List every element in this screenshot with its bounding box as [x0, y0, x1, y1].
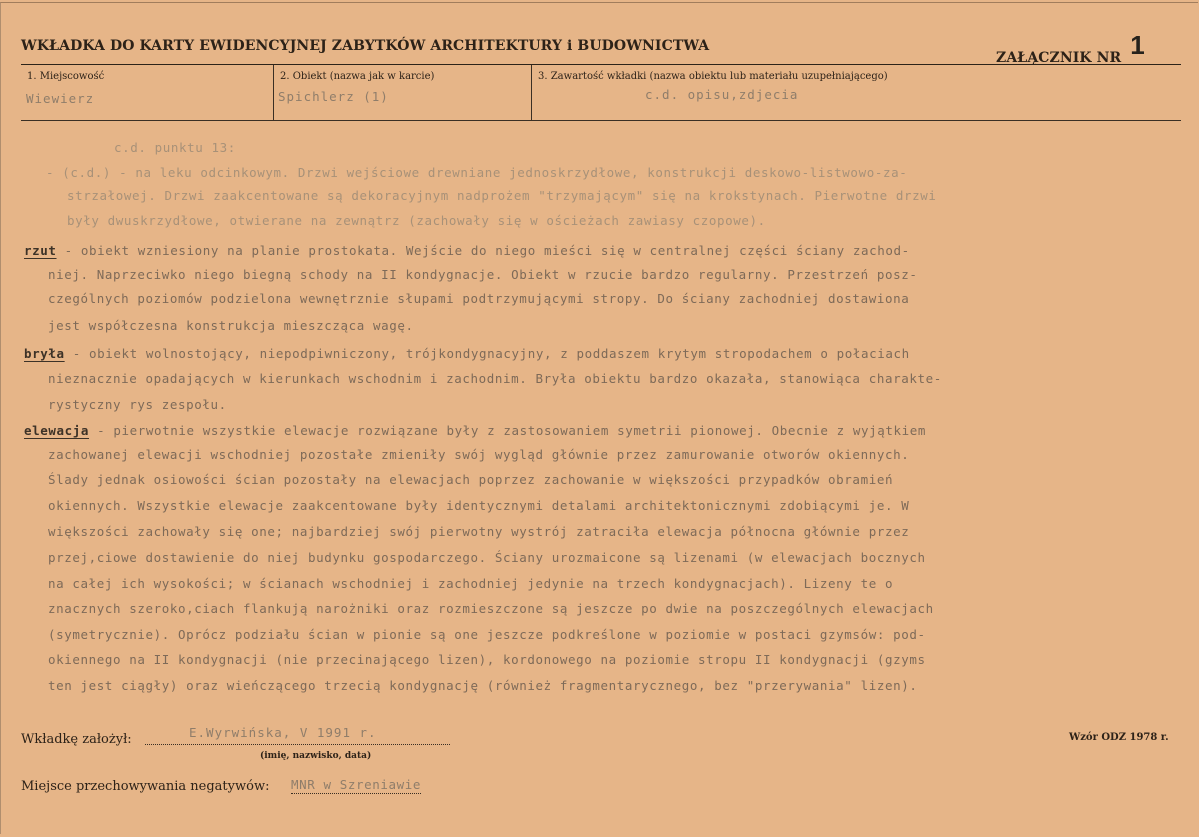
- elevation-line: [24, 423, 926, 438]
- fields-rule: [21, 120, 1181, 121]
- intro-line: c.d. punktu 13:: [114, 140, 236, 155]
- mass-keyword: bryła: [24, 346, 65, 361]
- elevation-text: - pierwotnie wszystkie elewacje rozwiązane były z zastosowaniem symetrii pionowej. Obecnie z wyjątkiem: [89, 423, 926, 438]
- locality-label: 1. Miejscowość: [27, 71, 105, 82]
- elevation-line: okiennego na II kondygnacji (nie przecinającego lizen), kordonowego na poziomie stropu II kondygnacji (gzyms: [48, 652, 926, 667]
- door-line: były dwuskrzydłowe, otwierane na zewnątrz (zachowały się w ościeżach zawiasy czopowe).: [67, 213, 766, 228]
- object-value: Spichlerz (1): [278, 89, 389, 104]
- elevation-line: Ślady jednak osiowości ścian pozostały na elewacjach poprzez zachowanie w większości przypadków obramień: [48, 472, 894, 487]
- plan-text: - obiekt wzniesiony na planie prostokata. Wejście do niego mieści się w centralnej części ściany zachod-: [56, 243, 910, 258]
- plan-line: czególnych poziomów podzielona wewnętrznie słupami podtrzymującymi stropy. Do ściany zachodniej dostawiona: [48, 291, 910, 306]
- elevation-line: znacznych szeroko,ciach flankują narożniki oraz rozmieszczone są jeszcze po dwie na poszczególnych elewacjach: [48, 601, 934, 616]
- card-frame: [0, 2, 1198, 834]
- contents-value: c.d. opisu,zdjecia: [645, 87, 799, 102]
- plan-line: niej. Naprzeciwko niego biegną schody na II kondygnacje. Obiekt w rzucie bardzo regularny. Przestrzeń posz-: [48, 267, 918, 282]
- door-line: strzałowej. Drzwi zaakcentowane są dekoracyjnym nadprożem "trzymającym" się na krokstynach. Pierwotne drzwi: [67, 188, 937, 203]
- negatives-label: Miejsce przechowywania negatywów:: [21, 779, 270, 794]
- plan-line: jest współczesna konstrukcja mieszcząca wagę.: [48, 318, 414, 333]
- fields-row: [21, 65, 1181, 120]
- attachment-label-text: ZAŁĄCZNIK NR: [996, 50, 1122, 66]
- card-header: [21, 32, 1181, 64]
- mass-line: nieznacznie opadających w kierunkach wschodnim i zachodnim. Bryła obiektu bardzo okazała, stanowiąca charakte-: [48, 371, 942, 386]
- author-hint: (imię, nazwisko, data): [260, 751, 372, 761]
- elevation-line: większości zachowały się one; najbardziej swój pierwotny wystrój zatraciła elewacja północna głównie przez: [48, 524, 910, 539]
- plan-keyword: rzut: [24, 243, 57, 258]
- locality-value: Wiewierz: [26, 91, 95, 106]
- mass-line: [24, 346, 910, 361]
- card-title: WKŁADKA DO KARTY EWIDENCYJNEJ ZABYTKÓW ARCHITEKTURY i BUDOWNICTWA: [21, 38, 710, 54]
- negatives-value: MNR w Szreniawie: [291, 777, 422, 792]
- plan-line: [24, 243, 910, 258]
- elevation-line: przej,ciowe dostawienie do niej budynku gospodarczego. Ściany urozmaicone są lizenami (w elewacjach bocznych: [48, 550, 926, 565]
- elevation-line: na całej ich wysokości; w ścianach wschodniej i zachodniej jedynie na trzech kondygnacjach). Lizeny te o: [48, 576, 894, 591]
- template-label: Wzór ODZ 1978 r.: [1069, 732, 1169, 743]
- author-label: Wkładkę założył:: [21, 732, 132, 747]
- elevation-line: (symetrycznie). Oprócz podziału ścian w pionie są one jeszcze podkreślone w poziomie w postaci gzymsów: pod-: [48, 627, 926, 642]
- elevation-line: okiennych. Wszystkie elewacje zaakcentowane były identycznymi detalami architektonicznymi zdobiącymi je. W: [48, 498, 910, 513]
- attachment-number: 1: [1130, 30, 1145, 60]
- contents-label: 3. Zawartość wkładki (nazwa obiektu lub materiału uzupełniającego): [538, 71, 888, 82]
- mass-text: - obiekt wolnostojący, niepodpiwniczony, trójkondygnacyjny, z poddaszem krytym stropodachem o połaciach: [64, 346, 910, 361]
- object-field: [273, 65, 532, 120]
- elevation-line: ten jest ciągły) oraz wieńczącego trzecią kondygnację (również fragmentarycznego, bez "przerywania" lizen).: [48, 678, 918, 693]
- author-value: E.Wyrwińska, V 1991 r.: [145, 725, 450, 745]
- card-footer: [21, 720, 1181, 810]
- elevation-keyword: elewacja: [24, 423, 90, 438]
- contents-field: [531, 65, 1182, 120]
- mass-line: rystyczny rys zespołu.: [48, 397, 227, 412]
- elevation-line: zachowanej elewacji wschodniej pozostałe zmieniły swój wygląd głównie przez zamurowanie otworów okiennych.: [48, 447, 910, 462]
- object-label: 2. Obiekt (nazwa jak w karcie): [280, 71, 435, 82]
- locality-field: [21, 65, 273, 120]
- door-line: - (c.d.) - na leku odcinkowym. Drzwi wejściowe drewniane jednoskrzydłowe, konstrukcji deskowo-listwowo-za-: [46, 165, 908, 180]
